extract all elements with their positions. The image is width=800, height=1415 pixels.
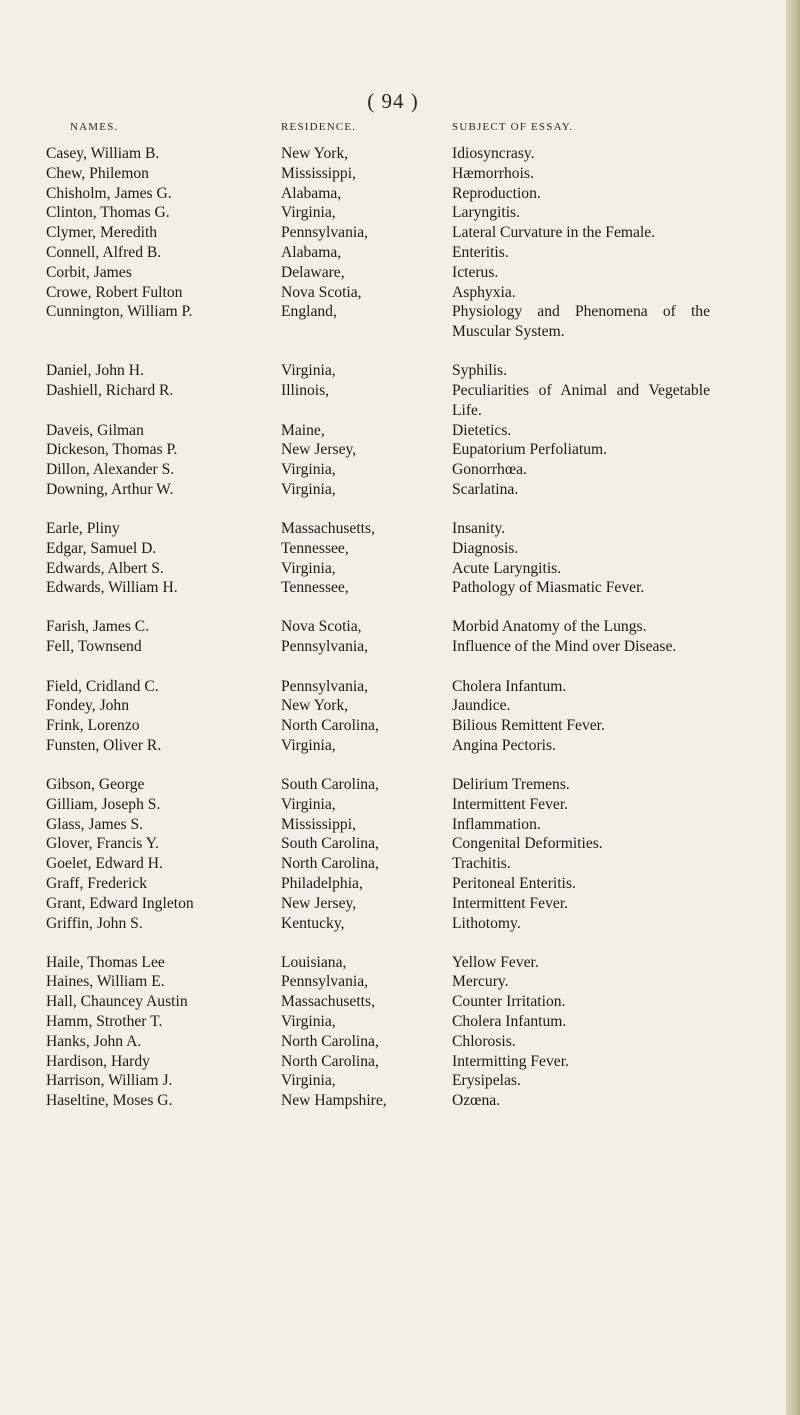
table-row bbox=[0, 834, 786, 854]
essay-subject: Chlorosis. bbox=[452, 1032, 516, 1050]
table-row bbox=[0, 775, 786, 795]
residence: England, bbox=[281, 303, 337, 321]
table-row bbox=[0, 381, 786, 421]
student-name: Corbit, James bbox=[46, 263, 132, 281]
student-name: Dickeson, Thomas P. bbox=[46, 441, 178, 459]
student-name: Edwards, William H. bbox=[46, 579, 178, 597]
student-name: Edgar, Samuel D. bbox=[46, 539, 157, 557]
student-name: Hanks, John A. bbox=[46, 1032, 142, 1050]
table-row bbox=[0, 361, 786, 381]
residence: Louisiana, bbox=[281, 953, 347, 971]
residence: Alabama, bbox=[281, 243, 342, 261]
residence: New Jersey, bbox=[281, 894, 357, 912]
student-name: Casey, William B. bbox=[46, 145, 160, 162]
residence: Pennsylvania, bbox=[281, 638, 369, 656]
table-row bbox=[0, 1032, 786, 1052]
table-row bbox=[0, 874, 786, 894]
residence: Pennsylvania, bbox=[281, 973, 369, 991]
essay-subject: Laryngitis. bbox=[452, 204, 520, 222]
student-name: Haile, Thomas Lee bbox=[46, 953, 165, 971]
residence: Virginia, bbox=[281, 1013, 336, 1031]
table-row bbox=[0, 184, 786, 204]
student-name: Clymer, Meredith bbox=[46, 224, 158, 242]
residence: Alabama, bbox=[281, 184, 342, 202]
residence: Virginia, bbox=[281, 362, 336, 380]
residence: Virginia, bbox=[281, 737, 336, 755]
student-name: Cunnington, William P. bbox=[46, 303, 193, 321]
residence: Virginia, bbox=[281, 204, 336, 222]
student-name: Harrison, William J. bbox=[46, 1072, 173, 1090]
essay-subject: Mercury. bbox=[452, 973, 509, 991]
residence: Nova Scotia, bbox=[281, 283, 362, 301]
table-row bbox=[0, 677, 786, 697]
residence: New Hampshire, bbox=[281, 1092, 387, 1110]
residence: Tennessee, bbox=[281, 579, 349, 597]
essay-subject: Syphilis. bbox=[452, 362, 508, 380]
essay-subject: Acute Laryngitis. bbox=[452, 559, 562, 577]
table-row bbox=[0, 795, 786, 815]
table-row bbox=[0, 223, 786, 243]
essay-subject: Jaundice. bbox=[452, 697, 511, 715]
essay-subject: Intermittent Fever. bbox=[452, 795, 569, 813]
essay-subject: Influence of the Mind over Disease. bbox=[452, 638, 677, 656]
residence: Kentucky, bbox=[281, 914, 345, 932]
student-name: Edwards, Albert S. bbox=[46, 559, 164, 577]
table-row bbox=[0, 953, 786, 973]
essay-subject: Bilious Remittent Fever. bbox=[452, 717, 605, 735]
residence: Delaware, bbox=[281, 263, 345, 281]
student-name: Gibson, George bbox=[46, 776, 145, 794]
table-row bbox=[0, 914, 786, 934]
table-row bbox=[0, 1071, 786, 1091]
residence: North Carolina, bbox=[281, 855, 379, 873]
essay-subject: Angina Pectoris. bbox=[452, 737, 556, 755]
page-number: ( 94 ) bbox=[367, 89, 419, 113]
essay-subject: Diagnosis. bbox=[452, 539, 519, 557]
table-row bbox=[0, 637, 786, 677]
student-name: Grant, Edward Ingleton bbox=[46, 894, 194, 912]
essay-subject: Scarlatina. bbox=[452, 480, 519, 498]
student-name: Frink, Lorenzo bbox=[46, 717, 140, 735]
table-row bbox=[0, 736, 786, 756]
essay-subject: Ozœna. bbox=[452, 1092, 501, 1110]
column-header-names: NAMES. bbox=[70, 121, 119, 133]
student-name: Daniel, John H. bbox=[46, 362, 144, 380]
residence: Virginia, bbox=[281, 480, 336, 498]
table-row bbox=[0, 992, 786, 1012]
residence: North Carolina, bbox=[281, 717, 379, 735]
student-name: Farish, James C. bbox=[46, 618, 150, 636]
essay-subject: Peritoneal Enteritis. bbox=[452, 875, 576, 893]
table-row bbox=[0, 480, 786, 500]
residence: Nova Scotia, bbox=[281, 618, 362, 636]
student-name: Fell, Townsend bbox=[46, 638, 142, 656]
residence: South Carolina, bbox=[281, 835, 379, 853]
residence: Virginia, bbox=[281, 461, 336, 479]
residence: Maine, bbox=[281, 421, 325, 439]
residence: Mississippi, bbox=[281, 164, 356, 182]
table-row bbox=[0, 815, 786, 835]
student-name: Dillon, Alexander S. bbox=[46, 461, 175, 479]
table-row bbox=[0, 696, 786, 716]
student-list bbox=[0, 144, 786, 1111]
residence: Philadelphia, bbox=[281, 875, 363, 893]
student-name: Glover, Francis Y. bbox=[46, 835, 159, 853]
student-name: Connell, Alfred B. bbox=[46, 243, 162, 261]
essay-subject: Inflammation. bbox=[452, 815, 541, 833]
table-row bbox=[0, 894, 786, 914]
residence: Massachusetts, bbox=[281, 519, 375, 537]
student-name: Earle, Pliny bbox=[46, 519, 120, 537]
table-row bbox=[0, 460, 786, 480]
essay-subject: Hæmorrhois. bbox=[452, 164, 534, 182]
essay-subject: Cholera Infantum. bbox=[452, 1013, 567, 1031]
essay-subject: Gonorrhœa. bbox=[452, 461, 527, 479]
essay-subject: Eupatorium Perfoliatum. bbox=[452, 441, 608, 459]
table-row bbox=[0, 617, 786, 637]
essay-subject: Counter Irritation. bbox=[452, 993, 566, 1011]
essay-subject: Pathology of Miasmatic Fever. bbox=[452, 579, 645, 597]
residence: Illinois, bbox=[281, 381, 330, 399]
essay-subject: Asphyxia. bbox=[452, 283, 516, 301]
essay-subject: Dietetics. bbox=[452, 421, 512, 439]
residence: New York, bbox=[281, 145, 349, 162]
table-row bbox=[0, 440, 786, 460]
essay-subject: Enteritis. bbox=[452, 243, 509, 261]
essay-subject: Reproduction. bbox=[452, 184, 541, 202]
residence: Pennsylvania, bbox=[281, 677, 369, 695]
residence: South Carolina, bbox=[281, 776, 379, 794]
table-row bbox=[0, 539, 786, 559]
table-row bbox=[0, 421, 786, 441]
table-row bbox=[0, 1052, 786, 1072]
essay-subject: Erysipelas. bbox=[452, 1072, 521, 1090]
essay-subject: Congenital Deformities. bbox=[452, 835, 603, 853]
student-name: Haseltine, Moses G. bbox=[46, 1092, 173, 1110]
student-name: Dashiell, Richard R. bbox=[46, 381, 174, 399]
residence: Mississippi, bbox=[281, 815, 356, 833]
student-name: Gilliam, Joseph S. bbox=[46, 795, 161, 813]
residence: Massachusetts, bbox=[281, 993, 375, 1011]
student-name: Field, Cridland C. bbox=[46, 677, 159, 695]
residence: Virginia, bbox=[281, 559, 336, 577]
student-name: Graff, Frederick bbox=[46, 875, 148, 893]
student-name: Glass, James S. bbox=[46, 815, 144, 833]
table-row bbox=[0, 164, 786, 184]
table-row bbox=[0, 1012, 786, 1032]
table-row bbox=[0, 302, 786, 342]
student-name: Haines, William E. bbox=[46, 973, 165, 991]
residence: Virginia, bbox=[281, 795, 336, 813]
essay-subject: Morbid Anatomy of the Lungs. bbox=[452, 618, 647, 636]
essay-subject: Icterus. bbox=[452, 263, 499, 281]
student-name: Funsten, Oliver R. bbox=[46, 737, 162, 755]
table-row bbox=[0, 854, 786, 874]
essay-subject: Yellow Fever. bbox=[452, 953, 539, 971]
essay-subject: Lateral Curvature in the Female. bbox=[452, 224, 656, 242]
residence: Virginia, bbox=[281, 1072, 336, 1090]
table-row bbox=[0, 716, 786, 736]
table-row bbox=[0, 559, 786, 579]
student-name: Crowe, Robert Fulton bbox=[46, 283, 183, 301]
table-row bbox=[0, 263, 786, 283]
essay-subject: Trachitis. bbox=[452, 855, 511, 873]
residence: Pennsylvania, bbox=[281, 224, 369, 242]
table-row bbox=[0, 144, 786, 164]
essay-subject: Idiosyncrasy. bbox=[452, 145, 535, 162]
table-row bbox=[0, 283, 786, 303]
residence: North Carolina, bbox=[281, 1052, 379, 1070]
table-row bbox=[0, 519, 786, 539]
residence: New York, bbox=[281, 697, 349, 715]
essay-subject: Insanity. bbox=[452, 519, 506, 537]
student-name: Daveis, Gilman bbox=[46, 421, 144, 439]
page-edge bbox=[786, 0, 800, 1415]
table-row bbox=[0, 203, 786, 223]
column-header-residence: RESIDENCE. bbox=[281, 121, 357, 133]
residence: Tennessee, bbox=[281, 539, 349, 557]
student-name: Hardison, Hardy bbox=[46, 1052, 150, 1070]
table-row bbox=[0, 972, 786, 992]
column-header-subject: SUBJECT OF ESSAY. bbox=[452, 121, 574, 133]
student-name: Hall, Chauncey Austin bbox=[46, 993, 188, 1011]
student-name: Chew, Philemon bbox=[46, 164, 149, 182]
residence: North Carolina, bbox=[281, 1032, 379, 1050]
student-name: Griffin, John S. bbox=[46, 914, 143, 932]
table-row bbox=[0, 243, 786, 263]
essay-subject: Intermitting Fever. bbox=[452, 1052, 569, 1070]
table-row bbox=[0, 578, 786, 598]
student-name: Downing, Arthur W. bbox=[46, 480, 174, 498]
student-name: Clinton, Thomas G. bbox=[46, 204, 170, 222]
residence: New Jersey, bbox=[281, 441, 357, 459]
student-name: Goelet, Edward H. bbox=[46, 855, 163, 873]
essay-subject: Delirium Tremens. bbox=[452, 776, 570, 794]
essay-subject: Lithotomy. bbox=[452, 914, 521, 932]
student-name: Fondey, John bbox=[46, 697, 130, 715]
student-name: Chisholm, James G. bbox=[46, 184, 172, 202]
essay-subject: Peculiarities of Animal and Vegetable Life. bbox=[452, 381, 710, 419]
student-name: Hamm, Strother T. bbox=[46, 1013, 163, 1031]
essay-subject: Cholera Infantum. bbox=[452, 677, 567, 695]
table-row bbox=[0, 1091, 786, 1111]
essay-subject: Physiology and Phenomena of the Muscular System. bbox=[452, 303, 710, 341]
essay-subject: Intermittent Fever. bbox=[452, 894, 569, 912]
